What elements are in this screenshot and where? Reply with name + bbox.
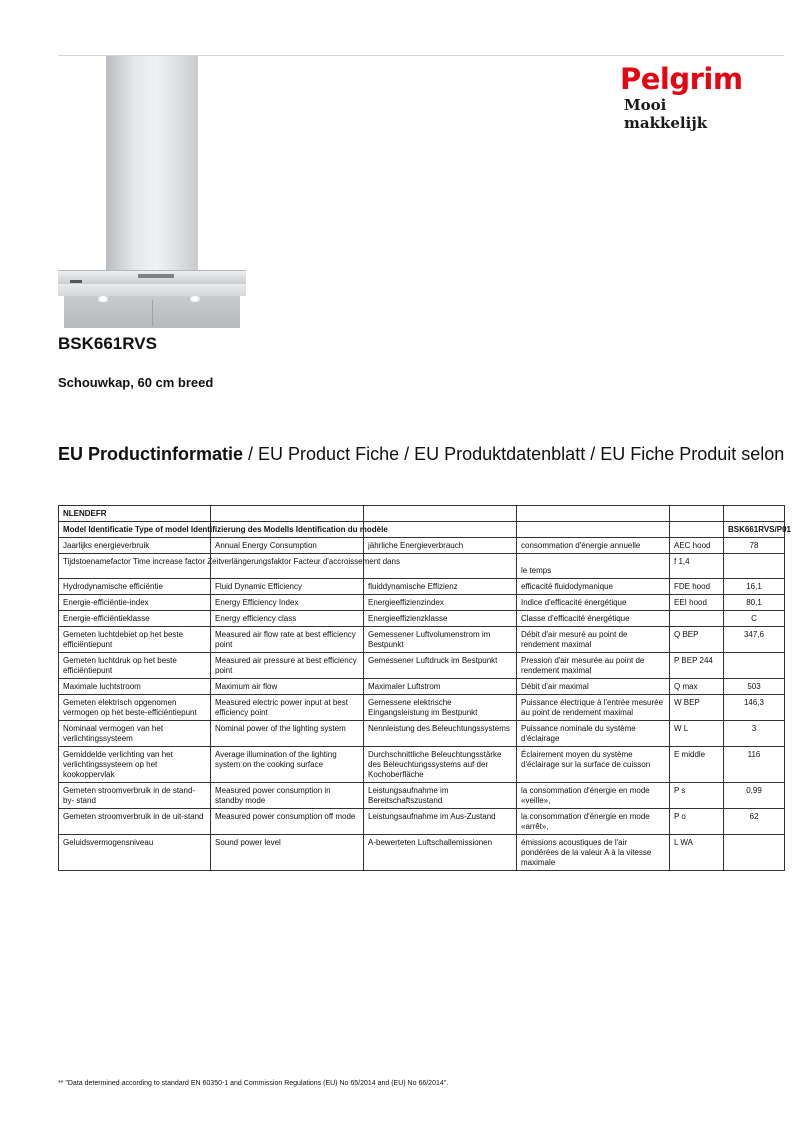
hood-front-face <box>58 284 246 296</box>
hood-brand-badge <box>70 280 82 283</box>
cell-en: Energy efficiency class <box>211 611 364 627</box>
cell-de: Gemessener Luftvolumenstrom im Bestpunkt <box>364 627 517 653</box>
cell-nl: Gemeten stroomverbruik in de uit-stand <box>59 809 211 835</box>
table-row <box>59 538 785 554</box>
cell-val: 347,6 <box>724 627 785 653</box>
footnote: ** "Data determined according to standard EN 60350-1 and Commission Regulations (EU) No 65/2014 and (EU) No 66/2014". <box>58 1080 449 1087</box>
cell-val: 80,1 <box>724 595 785 611</box>
table-row <box>59 611 785 627</box>
cell-en: Sound power level <box>211 835 364 871</box>
model-title: BSK661RVS <box>58 334 157 353</box>
cell-text: le temps <box>521 566 552 575</box>
cell-sym: W BEP <box>670 695 724 721</box>
model-id-value: BSK661RVS/P01 <box>724 522 785 538</box>
product-image <box>58 56 248 328</box>
cell-nl: Gemeten luchtdebiet op het beste efficiëntiepunt <box>59 627 211 653</box>
cell-en: Measured power consumption off mode <box>211 809 364 835</box>
cell-fr: émissions acoustiques de l'air pondérées de la valeur A à la vitesse maximale <box>517 835 670 871</box>
cell-val: 3 <box>724 721 785 747</box>
cell-sym: Q BEP <box>670 627 724 653</box>
cell-fr: efficacité fluidodymanique <box>517 579 670 595</box>
cell-nl: Energie-efficiëntie-index <box>59 595 211 611</box>
cell-sym: W L <box>670 721 724 747</box>
cell-sym: L WA <box>670 835 724 871</box>
product-fiche-table <box>58 505 791 871</box>
cell-val: 78 <box>724 538 785 554</box>
table-row <box>59 627 785 653</box>
cell-val: 0,99 <box>724 783 785 809</box>
table-row <box>59 747 785 783</box>
cell-fr: Pression d'air mesurée au point de rendement maximal <box>517 653 670 679</box>
cell-fr: Puissance nominale du système d'éclairage <box>517 721 670 747</box>
cell-nl: Nominaal vermogen van het verlichtingssysteem <box>59 721 211 747</box>
cell-val <box>724 653 785 679</box>
cell-val <box>724 554 785 579</box>
cell-en: Energy Efficiency Index <box>211 595 364 611</box>
language-row <box>59 506 785 522</box>
cell-nl: Jaarlijks energieverbruik <box>59 538 211 554</box>
fiche-heading-bold: EU Productinformatie <box>58 444 244 464</box>
cell-val <box>724 835 785 871</box>
cell-val: 62 <box>724 809 785 835</box>
cell-fr: Débit d'air maximal <box>517 679 670 695</box>
cell-de: Energieeffizienzindex <box>364 595 517 611</box>
cell-nl: Tijdstoenamefactor Time increase factor Zeitverlängerungsfaktor Facteur d'accroissement dans <box>59 554 211 579</box>
table-row <box>59 721 785 747</box>
cell-val: 116 <box>724 747 785 783</box>
cell-en: Measured air flow rate at best efficiency point <box>211 627 364 653</box>
cell-de: A-bewerteten Luftschallemissionen <box>364 835 517 871</box>
table-row <box>59 783 785 809</box>
cell-de: jährliche Energieverbrauch <box>364 538 517 554</box>
cell-de: fluiddynamische Effizienz <box>364 579 517 595</box>
model-id-row <box>59 522 785 538</box>
brand-tagline: Mooi makkelijk <box>624 96 708 132</box>
hood-chimney <box>106 56 198 272</box>
cell-nl: Gemeten elektrisch opgenomen vermogen op het beste-efficiëntiepunt <box>59 695 211 721</box>
table-row <box>59 554 785 579</box>
cell-fr: Débit d'air mesuré au point de rendement maximal <box>517 627 670 653</box>
table-row <box>59 809 785 835</box>
cell-sym: Q max <box>670 679 724 695</box>
cell-sym: FDE hood <box>670 579 724 595</box>
cell-fr: consommation d'énergie annuelle <box>517 538 670 554</box>
cell-en: Measured power consumption in standby mode <box>211 783 364 809</box>
fiche-heading <box>58 444 784 465</box>
cell-sym: AEC hood <box>670 538 724 554</box>
cell-val: 146,3 <box>724 695 785 721</box>
brand-name: Pelgrim <box>620 62 743 96</box>
cell-de: Gemessener Luftdruck im Bestpunkt <box>364 653 517 679</box>
cell-de: Gemessene elektrische Eingangsleistung im Bestpunkt <box>364 695 517 721</box>
cell-de: Durchschnittliche Beleuchtungsstärke des Beleuchtungssystems auf der Kochoberfläche <box>364 747 517 783</box>
cell-sym: f 1,4 <box>670 554 724 579</box>
cell-de: Leistungsaufnahme im Aus-Zustand <box>364 809 517 835</box>
cell-fr: la consommation d'énergie en mode «arrêt», <box>517 809 670 835</box>
cell-en: Fluid Dynamic Efficiency <box>211 579 364 595</box>
cell-de: Leistungsaufnahme im Bereitschaftszustand <box>364 783 517 809</box>
cell-sym: P o <box>670 809 724 835</box>
hood-lamp-right <box>188 296 202 302</box>
product-description: Schouwkap, 60 cm breed <box>58 375 214 390</box>
cell-de: Energieeffizienzklasse <box>364 611 517 627</box>
cell-sym: E middle <box>670 747 724 783</box>
cell-sym: P BEP 244 <box>670 653 724 679</box>
cell-fr: Classe d'efficacité énergétique <box>517 611 670 627</box>
cell-nl: Hydrodynamische efficiëntie <box>59 579 211 595</box>
cell-fr: Indice d'efficacité énergétique <box>517 595 670 611</box>
cell-en: Measured electric power input at best efficiency point <box>211 695 364 721</box>
table-row <box>59 579 785 595</box>
cell-fr: la consommation d'énergie en mode «veille», <box>517 783 670 809</box>
cell-fr: Éclairement moyen du système d'éclairage sur la surface de cuisson <box>517 747 670 783</box>
cell-en: Measured air pressure at best efficiency point <box>211 653 364 679</box>
brand-logo <box>620 62 750 132</box>
cell-val: 503 <box>724 679 785 695</box>
cell-fr: Puissance électrique à l'entrée mesurée au point de rendement maximal <box>517 695 670 721</box>
cell-nl: Maximale luchtstroom <box>59 679 211 695</box>
table-row <box>59 679 785 695</box>
fiche-heading-rest: / EU Product Fiche / EU Produktdatenblatt / EU Fiche Produit selon <box>243 444 785 464</box>
cell-nl: Gemeten stroomverbruik in de stand-by- stand <box>59 783 211 809</box>
cell-nl: Geluidsvermogensniveau <box>59 835 211 871</box>
hood-control-panel <box>138 274 174 278</box>
cell-en: Average illumination of the lighting system on the cooking surface <box>211 747 364 783</box>
table-row <box>59 595 785 611</box>
table-row <box>59 653 785 679</box>
cell-en: Annual Energy Consumption <box>211 538 364 554</box>
cell-de: Maximaler Luftstrom <box>364 679 517 695</box>
cell-nl: Gemiddelde verlichting van het verlichtingssysteem op het kookoppervlak <box>59 747 211 783</box>
cell-en: Nominal power of the lighting system <box>211 721 364 747</box>
cell-de: Nennleistung des Beleuchtungssystems <box>364 721 517 747</box>
hood-filter-divider <box>152 300 153 326</box>
table-row <box>59 695 785 721</box>
cell-sym: P s <box>670 783 724 809</box>
cell-sym: EEI hood <box>670 595 724 611</box>
cell-val: C <box>724 611 785 627</box>
cell-fr <box>517 554 670 579</box>
cell-en: Maximum air flow <box>211 679 364 695</box>
cell-nl: Energie-efficiëntieklasse <box>59 611 211 627</box>
cell-sym <box>670 611 724 627</box>
model-id-label: Model Identificatie Type of model Identifizierung des Modells Identification du modèle <box>59 522 211 538</box>
table-row <box>59 835 785 871</box>
cell-nl: Gemeten luchtdruk op het beste efficiëntiepunt <box>59 653 211 679</box>
hood-lamp-left <box>96 296 110 302</box>
language-codes: NLENDEFR <box>59 506 211 522</box>
cell-val: 16,1 <box>724 579 785 595</box>
